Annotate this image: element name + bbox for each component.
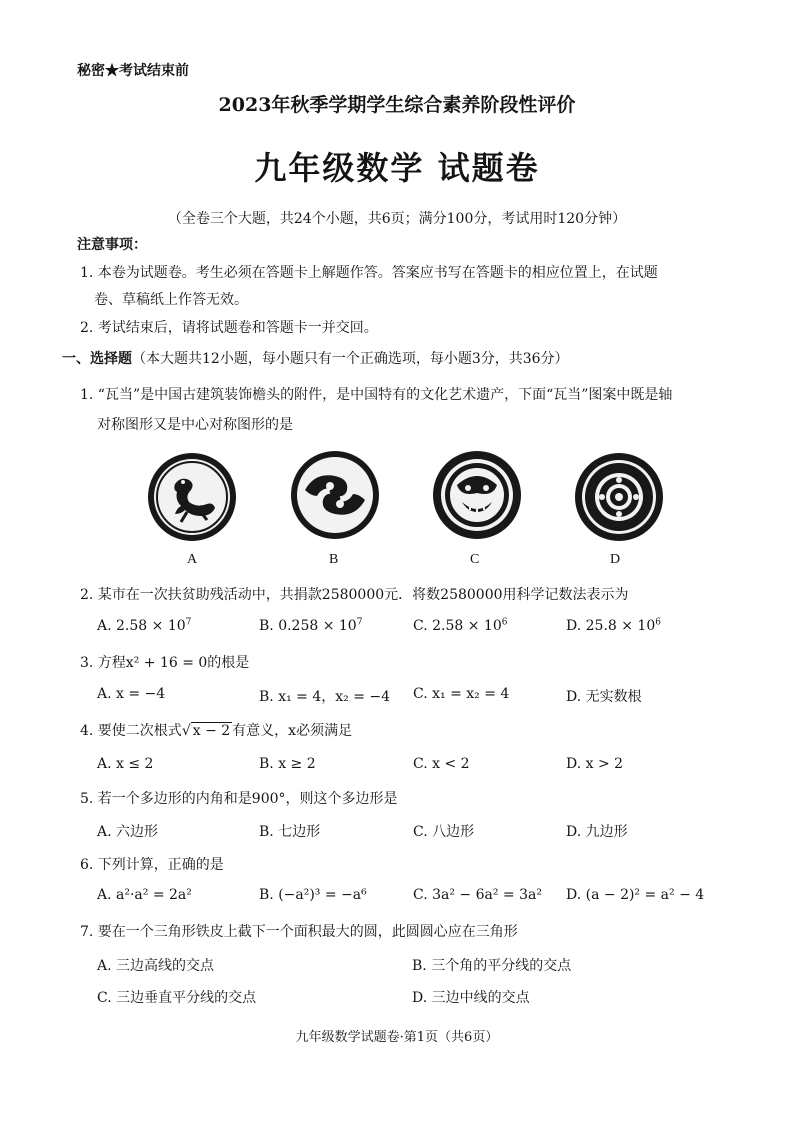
figure-label-a: A (187, 552, 198, 567)
q3-option-c: C. x₁ = x₂ = 4 (413, 686, 510, 702)
q2-option-b (259, 618, 362, 634)
q4-option-d: D. x > 2 (566, 756, 624, 772)
exam-title: 2023年秋季学期学生综合素养阶段性评价 (218, 94, 576, 116)
q4-stem-pre: 4. 要使二次根式 (80, 723, 182, 739)
q2-option-d (566, 618, 661, 634)
q2-option-c-exp: 6 (501, 617, 508, 628)
q4-option-b: B. x ≥ 2 (259, 756, 316, 772)
q2-option-d-base: D. 25.8 × 10 (566, 618, 656, 634)
q2-option-a-exp: 7 (185, 617, 192, 628)
q5-option-b: B. 七边形 (259, 824, 321, 840)
question-2-stem: 2. 某市在一次扶贫助残活动中，共捐款2580000元．将数2580000用科学记数法表示为 (80, 587, 629, 603)
sqrt-sign: √ (181, 723, 191, 739)
question-6-stem: 6. 下列计算，正确的是 (80, 857, 224, 873)
q4-radicand: x − 2 (192, 723, 231, 739)
q2-option-a-base: A. 2.58 × 10 (97, 618, 186, 634)
notice-heading: 注意事项： (77, 237, 147, 253)
q7-option-c: C. 三边垂直平分线的交点 (97, 990, 257, 1006)
q6-option-d: D. (a − 2)² = a² − 4 (566, 887, 705, 903)
q5-option-a: A. 六边形 (97, 824, 159, 840)
tile-figure-a (147, 452, 237, 542)
exam-info: （全卷三个大题，共24个小题，共6页；满分100分，考试用时120分钟） (167, 211, 627, 227)
question-1-stem-cont: 对称图形又是中心对称图形的是 (97, 417, 293, 433)
q6-option-a: A. a²·a² = 2a² (97, 887, 192, 903)
q2-option-b-exp: 7 (356, 617, 363, 628)
question-4-stem (80, 720, 352, 740)
q6-option-b: B. (−a²)³ = −a⁶ (259, 887, 367, 903)
paper-title: 九年级数学 试题卷 (254, 149, 540, 187)
section-desc: （本大题共12小题，每小题只有一个正确选项，每小题3分，共36分） (132, 351, 569, 367)
q2-option-c (413, 618, 507, 634)
tile-figure-c (432, 450, 522, 540)
q2-option-a (97, 618, 191, 634)
question-3-stem: 3. 方程x² + 16 = 0的根是 (80, 655, 250, 671)
figure-label-d: D (610, 552, 621, 567)
question-1-stem: 1. “瓦当”是中国古建筑装饰檐头的附件，是中国特有的文化艺术遗产，下面“瓦当”图案中既是轴 (80, 387, 673, 403)
q2-option-b-base: B. 0.258 × 10 (259, 618, 357, 634)
confidential-label: 秘密★考试结束前 (77, 63, 189, 79)
tile-figure-d (574, 452, 664, 542)
q7-option-d: D. 三边中线的交点 (412, 990, 530, 1006)
notice-item-1-cont: 卷、草稿纸上作答无效。 (94, 292, 248, 308)
tile-figure-b (290, 450, 380, 540)
q3-option-b: B. x₁ = 4，x₂ = −4 (259, 689, 391, 705)
q5-option-c: C. 八边形 (413, 824, 475, 840)
q2-option-c-base: C. 2.58 × 10 (413, 618, 502, 634)
q3-option-a: A. x = −4 (97, 686, 166, 702)
q4-option-c: C. x < 2 (413, 756, 470, 772)
q5-option-d: D. 九边形 (566, 824, 628, 840)
page-footer: 九年级数学试题卷·第1页（共6页） (295, 1030, 499, 1045)
q3-option-d: D. 无实数根 (566, 689, 642, 705)
figure-label-b: B (329, 552, 339, 567)
notice-item-2: 2. 考试结束后，请将试题卷和答题卡一并交回。 (80, 320, 378, 336)
q4-stem-post: 有意义，x必须满足 (232, 723, 353, 739)
section-heading (62, 348, 569, 368)
question-5-stem: 5. 若一个多边形的内角和是900°，则这个多边形是 (80, 791, 398, 807)
q7-option-a: A. 三边高线的交点 (97, 958, 215, 974)
notice-item-1: 1. 本卷为试题卷。考生必须在答题卡上解题作答。答案应书写在答题卡的相应位置上，在试题 (80, 265, 658, 281)
q7-option-b: B. 三个角的平分线的交点 (412, 958, 572, 974)
q4-option-a: A. x ≤ 2 (97, 756, 154, 772)
figure-label-c: C (470, 552, 480, 567)
section-title: 一、选择题 (62, 351, 132, 367)
question-7-stem: 7. 要在一个三角形铁皮上截下一个面积最大的圆，此圆圆心应在三角形 (80, 924, 518, 940)
q2-option-d-exp: 6 (655, 617, 661, 628)
q6-option-c: C. 3a² − 6a² = 3a² (413, 887, 542, 903)
